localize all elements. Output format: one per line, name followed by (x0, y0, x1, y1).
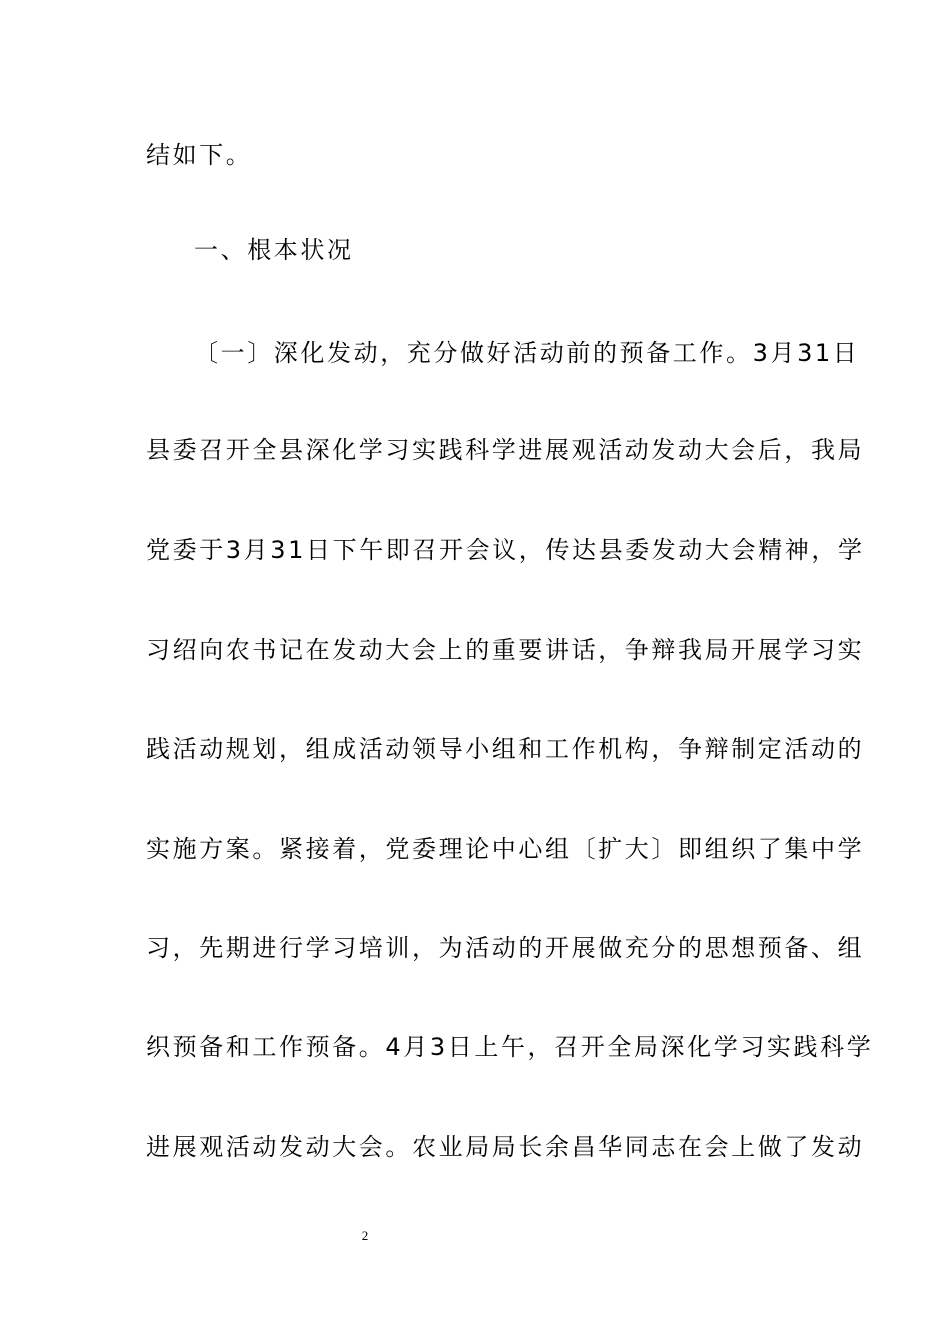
text-line-3: 〔一〕深化发动，充分做好活动前的预备工作。3月31日 (194, 339, 860, 367)
text-line-5: 党委于3月31日下午即召开会议，传达县委发动大会精神，学 (146, 536, 865, 564)
text-line-6: 习绍向农书记在发动大会上的重要讲话，争辩我局开展学习实 (146, 636, 865, 664)
text-line-7: 践活动规划，组成活动领导小组和工作机构，争辩制定活动的 (146, 735, 865, 763)
text-line-11: 进展观活动发动大会。农业局局长余昌华同志在会上做了发动 (146, 1133, 865, 1161)
text-line-1: 结如下。 (146, 141, 253, 169)
section-heading: 一、根本状况 (194, 236, 354, 264)
text-line-4: 县委召开全县深化学习实践科学进展观活动发动大会后，我局 (146, 436, 865, 464)
text-line-8: 实施方案。紧接着，党委理论中心组〔扩大〕即组织了集中学 (146, 835, 865, 863)
text-line-10: 织预备和工作预备。4月3日上午，召开全局深化学习实践科学 (146, 1033, 874, 1061)
text-line-9: 习，先期进行学习培训，为活动的开展做充分的思想预备、组 (146, 934, 865, 962)
page-number: 2 (361, 1228, 369, 1243)
